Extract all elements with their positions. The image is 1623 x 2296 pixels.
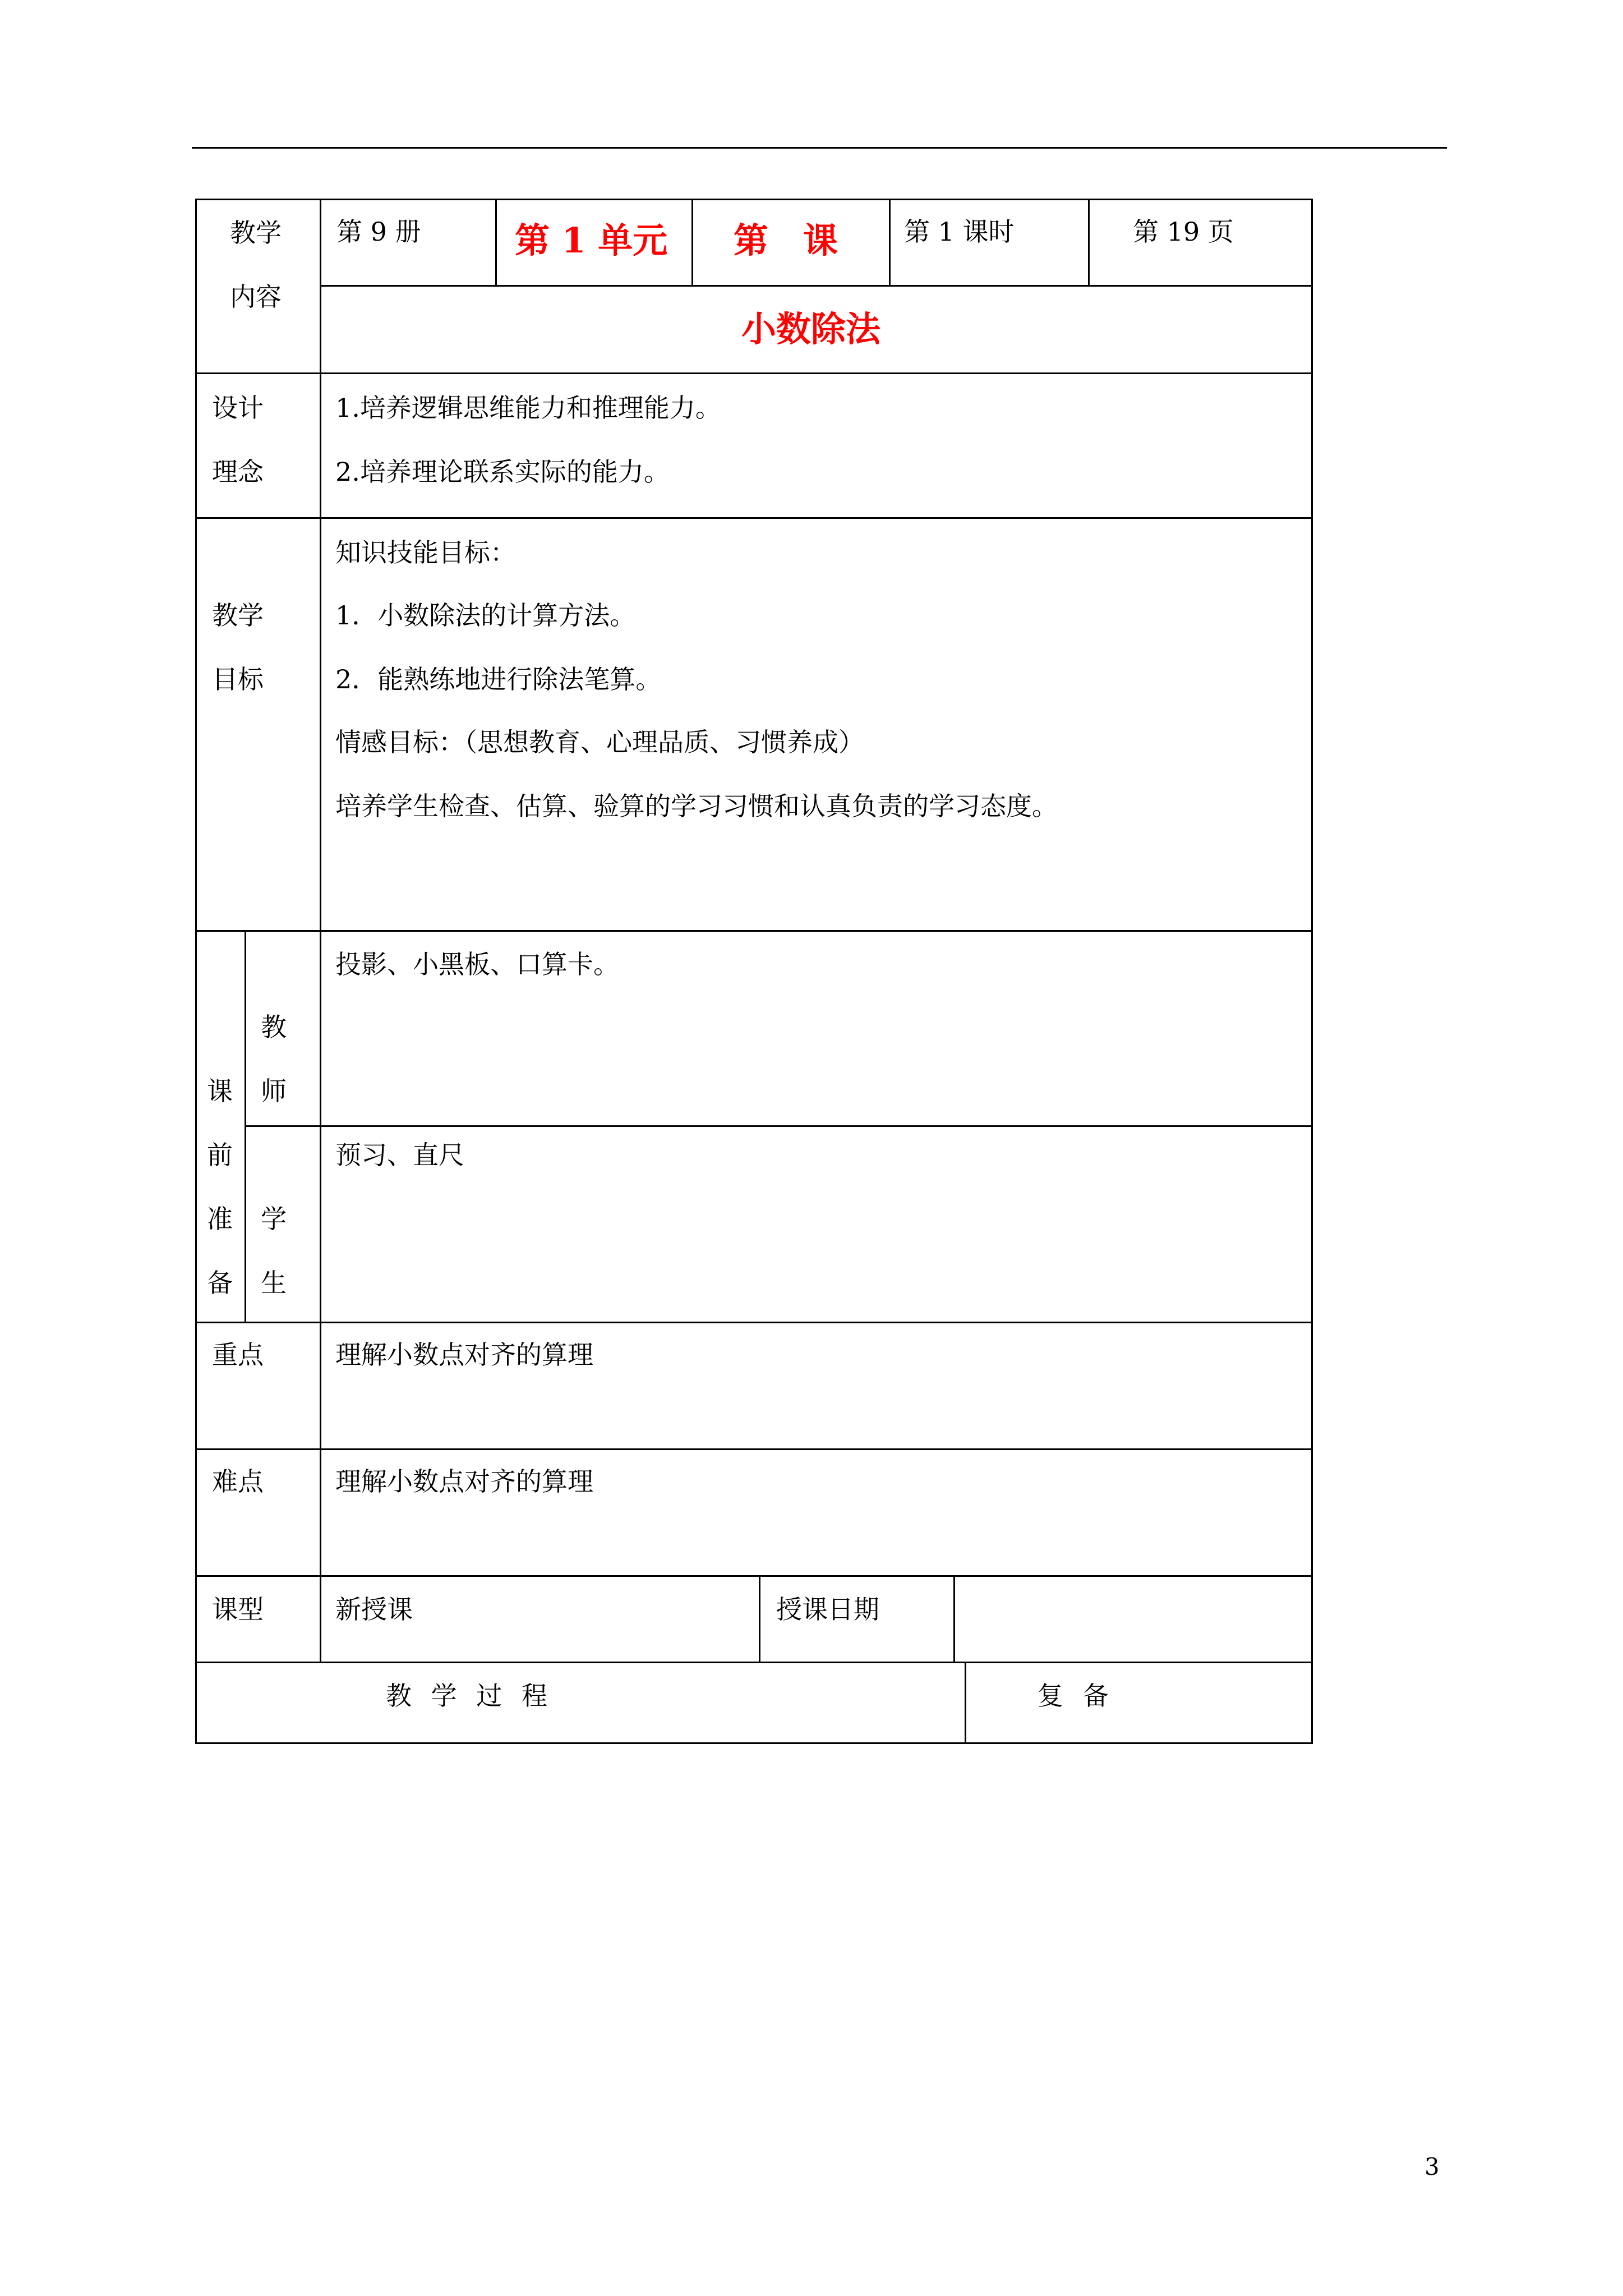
prep-label-char: 准 <box>207 1204 233 1234</box>
table-rule <box>195 1322 1313 1323</box>
teacher-label-char: 教 <box>261 1012 287 1042</box>
design-line-1: 1.培养逻辑思维能力和推理能力。 <box>335 393 721 423</box>
period-number: 第 1 课时 <box>904 217 1015 247</box>
student-prep-content: 预习、直尺 <box>335 1140 464 1170</box>
table-rule <box>195 372 1313 374</box>
table-rule <box>245 1125 1313 1127</box>
prep-label-char: 课 <box>207 1076 233 1106</box>
design-line-2: 2.培养理论联系实际的能力。 <box>335 457 670 487</box>
key-point-content: 理解小数点对齐的算理 <box>335 1340 593 1370</box>
table-rule <box>195 1448 1313 1450</box>
goal-label-line1: 教学 <box>212 600 264 631</box>
page-reference: 第 19 页 <box>1133 217 1234 247</box>
design-label-line1: 设计 <box>212 393 264 423</box>
goal-line: 1．小数除法的计算方法。 <box>335 600 636 631</box>
student-label-char: 生 <box>261 1268 287 1298</box>
key-point-label: 重点 <box>212 1340 264 1370</box>
table-rule <box>195 1662 1313 1663</box>
teaching-process-header: 教 学 过 程 <box>386 1681 553 1711</box>
goal-line: 培养学生检查、估算、验算的学习习惯和认真负责的学习态度。 <box>335 791 1058 821</box>
teacher-label-char: 师 <box>261 1076 287 1106</box>
table-border-bottom <box>195 1742 1313 1744</box>
table-rule <box>759 1575 760 1662</box>
goal-line: 2．能熟练地进行除法笔算。 <box>335 664 662 694</box>
table-rule <box>245 930 246 1322</box>
table-rule <box>691 199 693 286</box>
unit-number: 第 1 单元 <box>515 220 668 261</box>
content-label-line1: 教学 <box>230 218 282 248</box>
goal-line: 知识技能目标： <box>335 537 516 568</box>
difficulty-content: 理解小数点对齐的算理 <box>335 1466 593 1497</box>
teacher-prep-content: 投影、小黑板、口算卡。 <box>335 949 619 979</box>
table-rule <box>953 1575 955 1662</box>
design-label-line2: 理念 <box>212 457 264 487</box>
student-label-char: 学 <box>261 1204 287 1234</box>
lesson-title: 小数除法 <box>741 309 881 349</box>
table-rule <box>889 199 891 286</box>
lesson-type-value: 新授课 <box>335 1594 413 1625</box>
table-border-right <box>1311 199 1313 1744</box>
table-rule <box>965 1662 966 1744</box>
header-rule <box>192 147 1447 149</box>
table-rule <box>195 930 1313 932</box>
goal-line: 情感目标：（思想教育、心理品质、习惯养成） <box>335 727 864 757</box>
prep-label-char: 备 <box>207 1268 233 1298</box>
table-rule <box>320 199 321 1662</box>
lesson-number: 第 课 <box>734 220 838 261</box>
lesson-type-label: 课型 <box>212 1594 264 1625</box>
page-number: 3 <box>1424 2153 1440 2180</box>
teaching-date-label: 授课日期 <box>776 1594 879 1625</box>
table-border-left <box>195 199 197 1744</box>
table-border-top <box>195 199 1313 200</box>
prep-label-char: 前 <box>207 1140 233 1170</box>
table-rule <box>1088 199 1090 286</box>
table-rule <box>495 199 497 286</box>
content-label-line2: 内容 <box>230 282 282 312</box>
goal-label-line2: 目标 <box>212 664 264 694</box>
table-rule <box>320 285 1313 287</box>
difficulty-label: 难点 <box>212 1466 264 1497</box>
table-rule <box>195 1575 1313 1577</box>
table-rule <box>195 517 1313 519</box>
book-volume: 第 9 册 <box>336 217 421 247</box>
review-header: 复 备 <box>1038 1681 1114 1711</box>
